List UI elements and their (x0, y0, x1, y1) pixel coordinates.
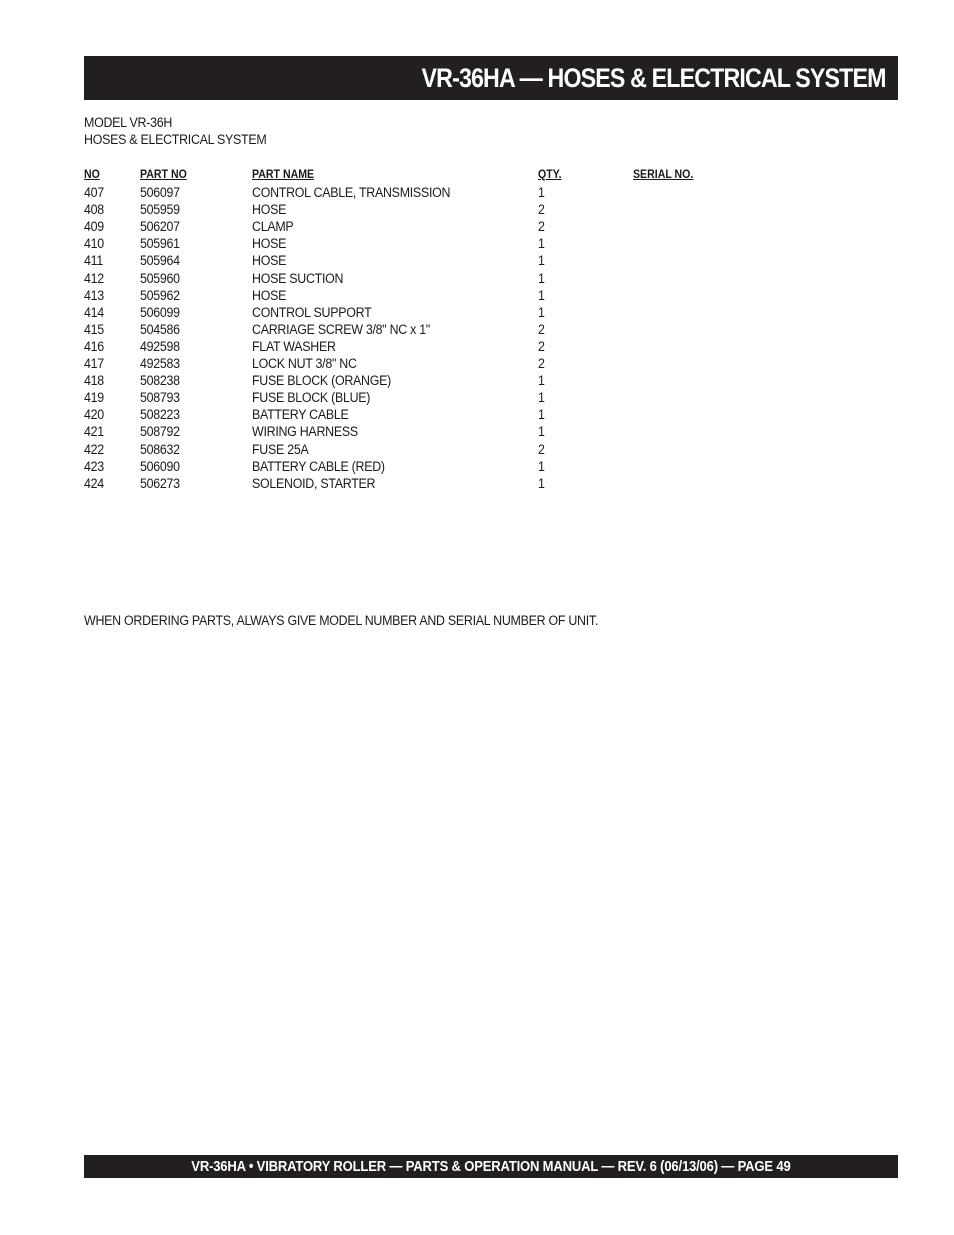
cell-no: 410 (84, 236, 104, 252)
table-row (84, 423, 784, 440)
cell-part-no: 508223 (140, 407, 180, 423)
table-row (84, 321, 784, 338)
cell-part-name: FUSE BLOCK (BLUE) (252, 390, 371, 406)
cell-qty: 1 (538, 390, 545, 406)
cell-part-no: 505960 (140, 270, 180, 286)
cell-part-name: FUSE BLOCK (ORANGE) (252, 373, 391, 389)
cell-part-no: 505964 (140, 253, 180, 269)
cell-part-name: CONTROL CABLE, TRANSMISSION (252, 185, 451, 201)
table-row (84, 406, 784, 423)
cell-qty: 1 (538, 407, 545, 423)
cell-no: 421 (84, 424, 104, 440)
table-row (84, 201, 784, 218)
cell-part-name: CARRIAGE SCREW 3/8" NC x 1" (252, 321, 431, 337)
cell-no: 408 (84, 202, 104, 218)
cell-part-name: HOSE (252, 202, 287, 218)
cell-qty: 2 (538, 338, 545, 354)
cell-part-name: LOCK NUT 3/8" NC (252, 356, 357, 372)
cell-part-name: HOSE (252, 253, 287, 269)
cell-part-name: HOSE (252, 236, 287, 252)
cell-qty: 2 (538, 321, 545, 337)
column-header-qty: QTY. (538, 169, 562, 181)
column-header-part-name: PART NAME (252, 169, 315, 181)
cell-qty: 2 (538, 219, 545, 235)
parts-table-header (84, 167, 784, 184)
cell-part-no: 508632 (140, 441, 180, 457)
cell-part-name: FLAT WASHER (252, 338, 336, 354)
column-header-serial-no: SERIAL NO. (633, 169, 694, 181)
cell-qty: 1 (538, 185, 545, 201)
cell-part-name: BATTERY CABLE (252, 407, 349, 423)
cell-part-no: 506097 (140, 185, 180, 201)
table-row (84, 338, 784, 355)
cell-part-no: 505962 (140, 287, 180, 303)
page-footer-bar (84, 1155, 898, 1178)
cell-no: 415 (84, 321, 104, 337)
column-header-part-no: PART NO (140, 169, 187, 181)
cell-qty: 1 (538, 287, 545, 303)
section-label: HOSES & ELECTRICAL SYSTEM (84, 132, 267, 147)
cell-no: 411 (84, 253, 103, 269)
cell-no: 419 (84, 390, 104, 406)
cell-part-no: 505959 (140, 202, 180, 218)
cell-qty: 1 (538, 253, 545, 269)
page-footer-text: VR-36HA • VIBRATORY ROLLER — PARTS & OPERATION MANUAL — REV. 6 (06/13/06) — PAGE 49 (191, 1158, 791, 1175)
cell-part-name: CONTROL SUPPORT (252, 304, 372, 320)
cell-part-no: 508238 (140, 373, 180, 389)
table-row (84, 287, 784, 304)
cell-part-name: FUSE 25A (252, 441, 309, 457)
cell-part-no: 504586 (140, 321, 180, 337)
cell-part-no: 506273 (140, 475, 180, 491)
cell-part-no: 508793 (140, 390, 180, 406)
cell-part-name: BATTERY CABLE (RED) (252, 458, 385, 474)
cell-no: 422 (84, 441, 104, 457)
section-subheading (84, 114, 266, 148)
cell-no: 413 (84, 287, 104, 303)
cell-no: 418 (84, 373, 104, 389)
cell-part-no: 506207 (140, 219, 180, 235)
cell-no: 414 (84, 304, 104, 320)
cell-part-no: 505961 (140, 236, 180, 252)
table-row (84, 235, 784, 252)
cell-qty: 1 (538, 270, 545, 286)
page-title: VR-36HA — HOSES & ELECTRICAL SYSTEM (421, 62, 886, 93)
parts-table-body (84, 184, 784, 492)
table-row (84, 218, 784, 235)
table-row (84, 458, 784, 475)
table-row (84, 252, 784, 269)
cell-part-no: 508792 (140, 424, 180, 440)
cell-no: 424 (84, 475, 104, 491)
table-row (84, 184, 784, 201)
cell-part-name: HOSE SUCTION (252, 270, 344, 286)
table-row (84, 475, 784, 492)
table-row (84, 355, 784, 372)
cell-no: 407 (84, 185, 104, 201)
cell-qty: 1 (538, 458, 545, 474)
cell-qty: 1 (538, 424, 545, 440)
cell-part-no: 506099 (140, 304, 180, 320)
cell-part-name: SOLENOID, STARTER (252, 475, 376, 491)
cell-qty: 1 (538, 475, 545, 491)
cell-qty: 2 (538, 202, 545, 218)
table-row (84, 304, 784, 321)
table-row (84, 270, 784, 287)
cell-part-no: 492598 (140, 338, 180, 354)
table-row (84, 372, 784, 389)
page-title-bar (84, 56, 898, 100)
table-row (84, 441, 784, 458)
cell-no: 417 (84, 356, 104, 372)
table-row (84, 389, 784, 406)
cell-part-name: CLAMP (252, 219, 294, 235)
ordering-note: WHEN ORDERING PARTS, ALWAYS GIVE MODEL NUMBER AND SERIAL NUMBER OF UNIT. (84, 613, 599, 628)
cell-no: 420 (84, 407, 104, 423)
cell-qty: 2 (538, 356, 545, 372)
cell-no: 416 (84, 338, 104, 354)
cell-no: 423 (84, 458, 104, 474)
cell-no: 412 (84, 270, 104, 286)
cell-qty: 1 (538, 373, 545, 389)
cell-part-no: 506090 (140, 458, 180, 474)
cell-qty: 2 (538, 441, 545, 457)
cell-part-name: WIRING HARNESS (252, 424, 358, 440)
cell-part-name: HOSE (252, 287, 287, 303)
model-label: MODEL VR-36H (84, 115, 173, 130)
cell-qty: 1 (538, 304, 545, 320)
parts-table (84, 167, 784, 492)
column-header-no: NO (84, 169, 100, 181)
cell-part-no: 492583 (140, 356, 180, 372)
cell-qty: 1 (538, 236, 545, 252)
cell-no: 409 (84, 219, 104, 235)
